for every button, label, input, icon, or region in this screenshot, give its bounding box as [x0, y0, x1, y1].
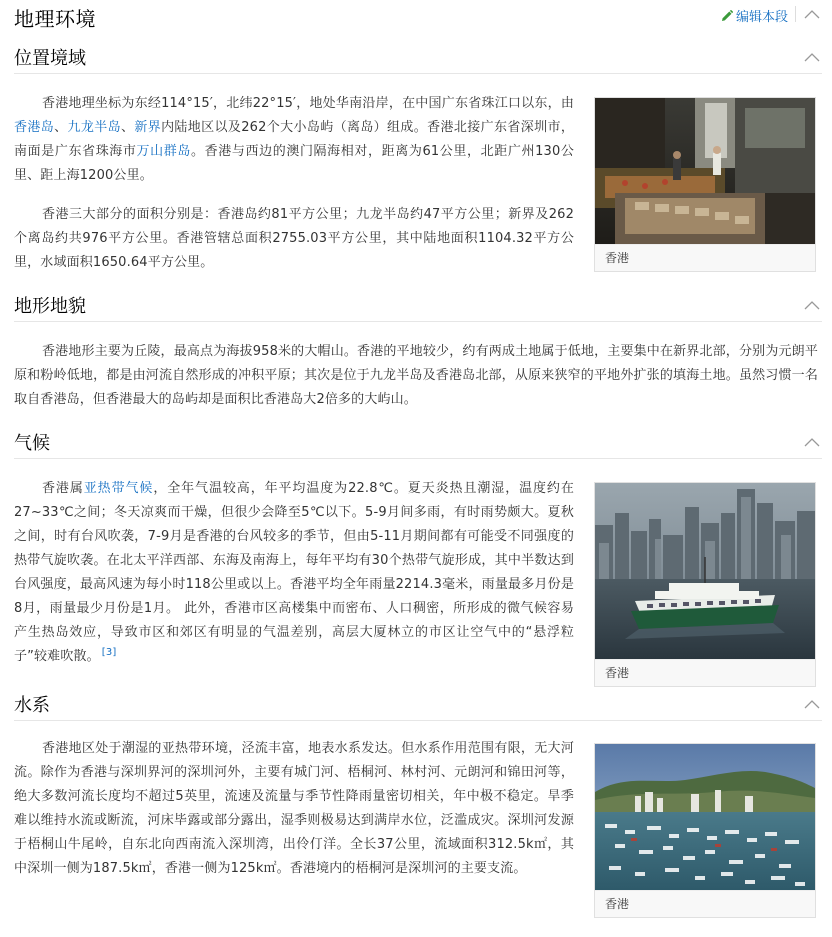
figure-caption: 香港	[595, 890, 815, 917]
link-subtropical-climate[interactable]: 亚热带气候	[83, 481, 154, 496]
figure-market[interactable]	[594, 97, 816, 272]
main-header	[14, 0, 822, 32]
edit-section-label: 编辑本段	[735, 10, 788, 25]
star-ferry-image[interactable]	[595, 483, 815, 659]
collapse-chevron-up-icon[interactable]	[804, 699, 820, 709]
pencil-icon	[721, 10, 733, 22]
link-wanshan-islands[interactable]: 万山群岛	[136, 144, 192, 159]
section-header-water	[14, 687, 822, 721]
paragraph-location-1: 香港地理坐标为东经114°15′，北纬22°15′，地处华南沿岸，在中国广东省珠江口以东，由香港岛、九龙半岛、新界内陆地区以及262个大小岛屿（离岛）组成。香港北接广东省深圳市，南面是广东省珠海市万山群岛。香港与西边的澳门隔海相对，距离为61公里，北距广州130公里、距上海1200公里。	[14, 96, 574, 183]
reference-3[interactable]: [3]	[101, 646, 117, 658]
link-kowloon-peninsula[interactable]: 九龙半岛	[67, 120, 121, 135]
figure-caption: 香港	[595, 659, 815, 686]
section-title-location: 位置境域	[14, 48, 86, 69]
figure-caption: 香港	[595, 244, 815, 271]
paragraph-terrain-1: 香港地形主要为丘陵，最高点为海拔958米的大帽山。香港的平地较少，约有两成土地属于低地，主要集中在新界北部，分别为元朗平原和粉岭低地，都是由河流自然形成的冲积平原；其次是位于九龙半岛及香港岛北部，从原来狭窄的平地外扩张的填海土地。虽然习惯一名取自香港岛，但香港最大的岛屿却是面积比香港岛大2倍多的大屿山。	[14, 344, 818, 407]
figure-harbour[interactable]	[594, 743, 816, 918]
link-new-territories[interactable]: 新界	[134, 120, 162, 135]
header-divider	[795, 6, 796, 22]
collapse-chevron-up-icon[interactable]	[804, 300, 820, 310]
collapse-chevron-up-icon[interactable]	[804, 437, 820, 447]
paragraph-location-2: 香港三大部分的面积分别是：香港岛约81平方公里；九龙半岛约47平方公里；新界及262个离岛约共976平方公里。香港管辖总面积2755.03平方公里，其中陆地面积1104.32平方公里，水域面积1650.64平方公里。	[14, 207, 574, 270]
paragraph-climate-1: 香港属亚热带气候，全年气温较高，年平均温度为22.8℃。夏天炎热且潮湿，温度约在27~33℃之间；冬天凉爽而干燥，但很少会降至5℃以下。5-9月间多雨，有时雨势颇大。夏秋之间，时有台风吹袭，7-9月是香港的台风较多的季节，但由5-11月期间都有可能受不同强度的热带气旋吹袭。在北太平洋西部、东海及南海上，每年平均有30个热带气旋形成，其中半数达到台风强度，最高风速为每小时118公里或以上。香港平均全年雨量2214.3毫米，雨量最多月份是8月，雨量最少月份是1月。 此外，香港市区高楼集中而密布、人口稠密，所形成的微气候容易产生热岛效应，导致市区和郊区有明显的气温差别，高层大厦林立的市区让空气中的“悬浮粒子”较难吹散。 [3]	[14, 481, 574, 664]
link-hong-kong-island[interactable]: 香港岛	[14, 120, 55, 135]
harbour-image[interactable]	[595, 744, 815, 890]
section-header-terrain	[14, 288, 822, 322]
page-title: 地理环境	[14, 7, 96, 31]
section-header-climate	[14, 425, 822, 459]
section-header-location	[14, 40, 822, 74]
paragraph-water-1: 香港地区处于潮湿的亚热带环境，泾流丰富，地表水系发达。但水系作用范围有限，无大河流。除作为香港与深圳界河的深圳河外，主要有城门河、梧桐河、林村河、元朗河和锦田河等，绝大多数河流长度均不超过5英里，流速及流量与季节性降雨量密切相关，年中极不稳定。旱季难以维持水流或断流，河床毕露或部分露出，湿季则极易达到满岸水位，泛滥成灾。深圳河发源于梧桐山牛尾岭，自东北向西南流入深圳湾，出伶仃洋。全长37公里，流域面积312.5k㎡，其中深圳一侧为187.5k㎡，香港一侧为125k㎡。香港境内的梧桐河是深圳河的主要支流。	[14, 741, 574, 876]
edit-section-button[interactable]	[721, 6, 788, 25]
collapse-chevron-up-icon[interactable]	[804, 9, 820, 19]
collapse-chevron-up-icon[interactable]	[804, 52, 820, 62]
section-title-water: 水系	[14, 695, 50, 716]
section-title-terrain: 地形地貌	[14, 296, 86, 317]
section-title-climate: 气候	[14, 433, 50, 454]
figure-ferry[interactable]	[594, 482, 816, 687]
market-street-image[interactable]	[595, 98, 815, 244]
